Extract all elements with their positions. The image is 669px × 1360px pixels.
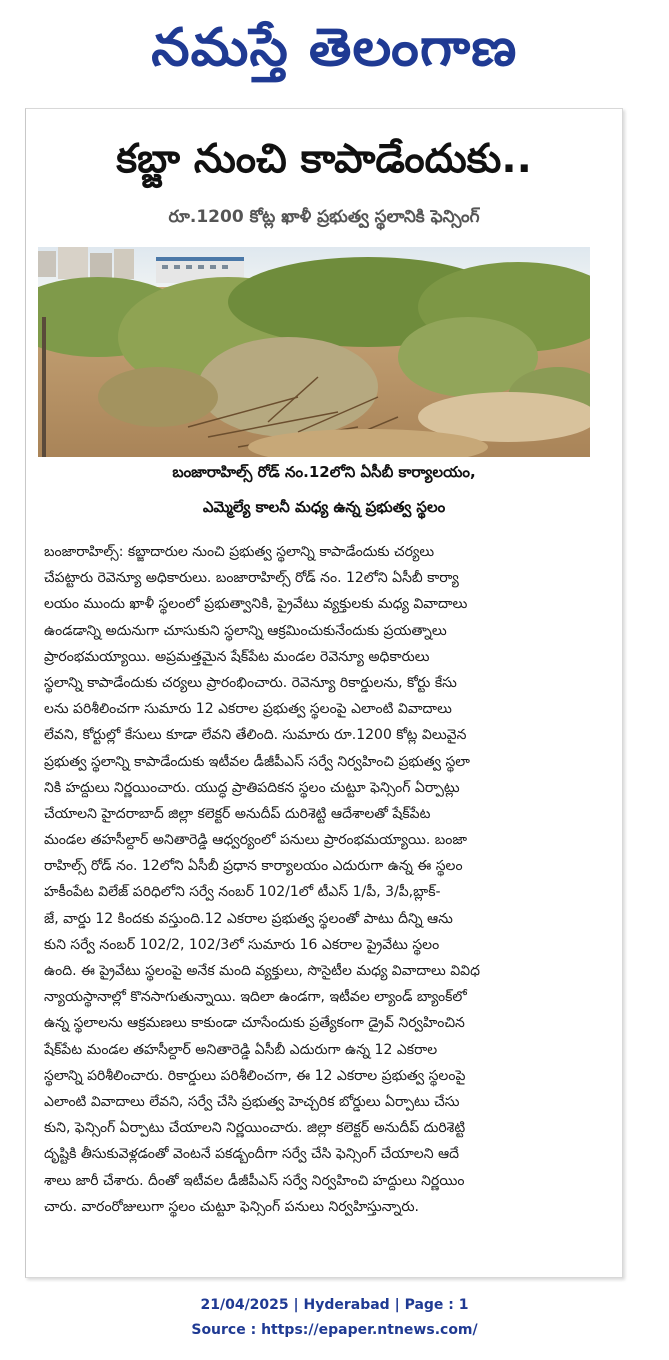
- footer-source-link[interactable]: Source : https://epaper.ntnews.com/: [191, 1322, 478, 1338]
- body-line: స్థలాన్ని పరిశీలించారు. రికార్డులు పరిశీలించగా, ఈ 12 ఎకరాల ప్రభుత్వ స్థలంపై: [44, 1067, 466, 1084]
- body-line: లేవని, కోర్టుల్లో కేసులు కూడా లేవని తేలింది. సుమారు రూ.1200 కోట్ల విలువైన: [44, 727, 467, 744]
- body-line: ఎలాంటి వివాదాలు లేవని, సర్వే చేసి ప్రభుత్వ హెచ్చరిక బోర్డులు ఏర్పాటు చేసు: [44, 1093, 460, 1110]
- body-line: కుని, ఫెన్సింగ్ ఏర్పాటు చేయాలని నిర్ణయించారు. జిల్లా కలెక్టర్ అనుదీప్ దురిశెట్టి: [44, 1120, 466, 1137]
- body-line: ప్రభుత్వ స్థలాన్ని కాపాడేందుకు ఇటీవల డీజీపీఎస్ సర్వే నిర్వహించి ప్రభుత్వ స్థలా: [44, 753, 470, 770]
- article-body: [44, 539, 596, 1220]
- body-line: లయం ముందు ఖాళీ స్థలంలో ప్రభుత్వానికి, ప్రైవేటు వ్యక్తులకు మధ్య వివాదాలు: [44, 596, 468, 613]
- body-line: కుని సర్వే నంబర్ 102/2, 102/3లో సుమారు 16 ఎకరాల ప్రైవేటు స్థలం: [44, 936, 440, 953]
- body-line: స్థలాన్ని కాపాడేందుకు చర్యలు ప్రారంభించారు. రెవెన్యూ రికార్డులను, కోర్టు కేసు: [44, 674, 457, 691]
- body-line: చేపట్టారు రెవెన్యూ అధికారులు. బంజారాహిల్స్ రోడ్ నం. 12లోని ఏసీబీ కార్యా: [44, 570, 459, 587]
- body-line: ఉన్న స్థలాలను ఆక్రమణలు కాకుండా చూసేందుకు ప్రత్యేకంగా డ్రైవ్ నిర్వహించిన: [44, 1015, 465, 1032]
- masthead-logo: నమస్తే తెలంగాణ: [151, 18, 518, 78]
- body-line: బంజారాహిల్స్: కబ్జాదారుల నుంచి ప్రభుత్వ స్థలాన్ని కాపాడేందుకు చర్యలు: [44, 544, 435, 560]
- body-line: ప్రారంభమయ్యాయి. అప్రమత్తమైన షేక్‌పేట మండల రెవెన్యూ అధికారులు: [44, 648, 430, 665]
- body-line: చారు. వారంరోజులుగా స్థలం చుట్టూ ఫెన్సింగ్ పనులు నిర్వహిస్తున్నారు.: [44, 1198, 419, 1215]
- body-line: ఉంది. ఈ ప్రైవేటు స్థలంపై అనేక మంది వ్యక్తులు, సొసైటీల మధ్య వివాదాలు వివిధ: [44, 963, 481, 979]
- body-line: న్యాయస్థానాల్లో కొనసాగుతున్నాయి. ఇదిలా ఉండగా, ఇటీవల ల్యాండ్ బ్యాంక్‌లో: [44, 989, 467, 1006]
- article-photo: [38, 247, 590, 457]
- subheadline: రూ.1200 కోట్ల ఖాళీ ప్రభుత్వ స్థలానికి ఫెన్సింగ్: [168, 207, 480, 227]
- body-line: శాలు జారీ చేశారు. దీంతో ఇటీవల డీజీపీఎస్ సర్వే నిర్వహించి హద్దులు నిర్ణయిం: [44, 1172, 465, 1189]
- vacant-land-photo: [38, 247, 590, 457]
- body-line: షేక్‌పేట మండల తహసీల్దార్ అనితారెడ్డి ఏసీబీ ఎదురుగా ఉన్న 12 ఎకరాల: [44, 1041, 438, 1058]
- body-line: మండల తహసీల్దార్ అనితారెడ్డి ఆధ్వర్యంలో పనులు ప్రారంభమయ్యాయి. బంజా: [44, 832, 468, 849]
- body-line: లను పరిశీలించగా సుమారు 12 ఎకరాల ప్రభుత్వ స్థలంపై ఎలాంటి వివాదాలు: [44, 701, 452, 718]
- body-line: చేయాలని హైదరాబాద్ జిల్లా కలెక్టర్ అనుదీప్ దురిశెట్టి ఆదేశాలతో షేక్‌పేట: [44, 805, 431, 822]
- body-line: దృష్టికి తీసుకువెళ్లడంతో వెంటనే పకడ్బందీగా సర్వే చేసి ఫెన్సింగ్ చేయాలని ఆదే: [44, 1146, 460, 1163]
- news-clipping: [25, 108, 623, 1278]
- body-line: నికి హద్దులు నిర్ణయించారు. యుద్ధ ప్రాతిపదికన స్థలం చుట్టూ ఫెన్సింగ్ ఏర్పాట్లు: [44, 779, 460, 796]
- photo-caption-line-2: ఎమ్మెల్యే కాలనీ మధ్య ఉన్న ప్రభుత్వ స్థలం: [202, 498, 446, 516]
- headline: కబ్జా నుంచి కాపాడేందుకు..: [116, 136, 532, 182]
- footer-date-edition: 21/04/2025 | Hyderabad | Page : 1: [200, 1297, 469, 1313]
- body-line: హకీంపేట విలేజ్ పరిధిలోని సర్వే నంబర్ 102/1లో టీఎస్ 1/పీ, 3/పీ,బ్లాక్-: [44, 884, 441, 901]
- masthead: [0, 8, 669, 88]
- body-line: ఉండడాన్ని అదునుగా చూసుకుని స్థలాన్ని ఆక్రమించుకునేందుకు ప్రయత్నాలు: [44, 622, 447, 639]
- photo-caption-line-1: బంజారాహిల్స్ రోడ్ నం.12లోని ఏసీబీ కార్యాలయం,: [172, 463, 476, 481]
- body-line: జే, వార్డు 12 కిందకు వస్తుంది.12 ఎకరాల ప్రభుత్వ స్థలంతో పాటు దీన్ని ఆను: [44, 910, 453, 927]
- body-line: రాహిల్స్ రోడ్ నం. 12లోని ఏసీబీ ప్రధాన కార్యాలయం ఎదురుగా ఉన్న ఈ స్థలం: [44, 858, 463, 875]
